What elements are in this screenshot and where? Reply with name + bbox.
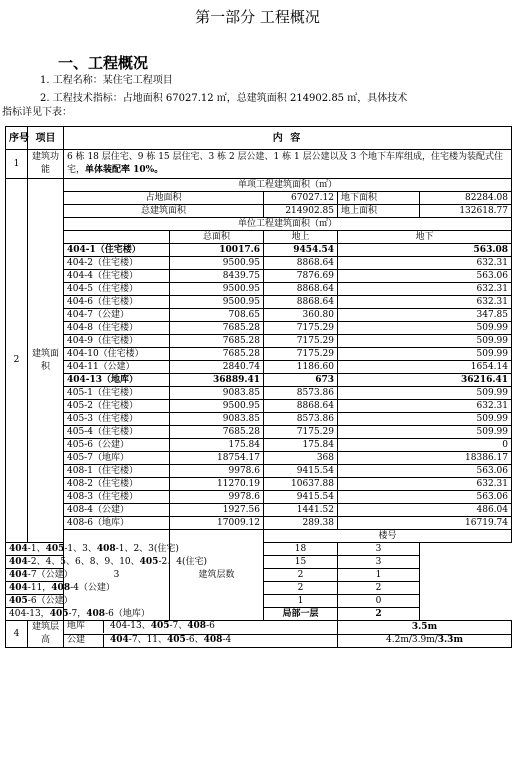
bldg-number-part: 405 <box>49 608 69 619</box>
unit-below-area: 632.31 <box>338 257 512 270</box>
unit-row <box>6 400 512 413</box>
floor-height-value <box>338 634 512 648</box>
bldg-number-part: -6（地库） <box>105 608 150 619</box>
unit-total-area: 9978.6 <box>170 491 264 504</box>
unit-below-area: 36216.41 <box>338 374 512 387</box>
project-name-line: 1. 工程名称：某住宅工程项目 <box>40 75 173 86</box>
unit-row <box>6 387 512 400</box>
unit-total-area: 9978.6 <box>170 465 264 478</box>
unit-name: 404-13（地库） <box>64 374 170 387</box>
unit-above-area: 8868.64 <box>264 283 338 296</box>
bldg-number-part: -1、3、 <box>64 543 97 554</box>
unit-total-area: 9500.95 <box>170 257 264 270</box>
unit-total-area: 708.65 <box>170 309 264 322</box>
summary-value: 67027.12 <box>264 192 338 205</box>
unit-total-area: 9500.95 <box>170 400 264 413</box>
unit-above-area: 7175.29 <box>264 426 338 439</box>
summary-value: 82284.08 <box>420 192 512 205</box>
bldg-number-part: 404 <box>9 543 28 554</box>
unit-above-area: 7876.69 <box>264 270 338 283</box>
unit-name: 404-6（住宅楼） <box>64 296 170 309</box>
unit-below-area: 1654.14 <box>338 361 512 374</box>
unit-below-area: 632.31 <box>338 478 512 491</box>
floors-header-row <box>6 530 512 543</box>
unit-name: 408-3（住宅楼） <box>64 491 170 504</box>
unit-above-area: 8868.64 <box>264 257 338 270</box>
unit-total-area: 2840.74 <box>170 361 264 374</box>
unit-below-area: 509.99 <box>338 426 512 439</box>
bldg-number-part: 404 <box>9 582 28 593</box>
bldg-number-part: -7， <box>68 608 87 619</box>
bldg-numbers <box>6 543 179 556</box>
below-floors: 2 <box>338 608 420 621</box>
unit-name: 405-6（公建） <box>64 439 170 452</box>
unit-above-area: 175.84 <box>264 439 338 452</box>
unit-above-area: 8573.86 <box>264 387 338 400</box>
row-no: 3 <box>64 530 170 621</box>
row-item: 建筑功能 <box>28 150 64 179</box>
height-buildings-cell <box>64 634 338 648</box>
unit-above-area: 9415.54 <box>264 465 338 478</box>
unit-name: 408-1（住宅楼） <box>64 465 170 478</box>
unit-above-area: 10637.88 <box>264 478 338 491</box>
floor-height-value <box>338 621 512 635</box>
row-item: 建筑层高 <box>28 621 64 648</box>
bldg-number-part: 404 <box>9 556 28 567</box>
unit-below-area: 16719.74 <box>338 517 512 530</box>
unit-total-area: 7685.28 <box>170 348 264 361</box>
summary-label: 地下面积 <box>338 192 420 205</box>
unit-total-area: 11270.19 <box>170 478 264 491</box>
bldg-number-part: 408 <box>51 582 71 593</box>
unit-row <box>6 504 512 517</box>
unit-row <box>6 270 512 283</box>
above-floors: 1 <box>264 595 338 608</box>
tech-indicator-line-cont: 指标详见下表： <box>2 107 72 118</box>
unit-row <box>6 478 512 491</box>
unit-name: 408-4（公建） <box>64 504 170 517</box>
bldg-number-part: -6、 <box>185 634 204 645</box>
bldg-numbers <box>6 595 170 608</box>
unit-area-header-row <box>6 218 512 231</box>
unit-above-area: 7175.29 <box>264 335 338 348</box>
total-col-header: 总面积 <box>170 231 264 244</box>
unit-below-area: 509.99 <box>338 413 512 426</box>
bldg-number-part: 405 <box>45 543 65 554</box>
unit-total-area: 8439.75 <box>170 270 264 283</box>
unit-name: 404-7（公建） <box>64 309 170 322</box>
bldg-number-part: -11， <box>27 582 52 593</box>
function-desc: 6 栋 18 层住宅、9 栋 15 层住宅、3 栋 2 层公建、1 栋 1 层公建以及 3 个地下车库组成，住宅楼为装配式住宅， <box>67 152 504 175</box>
unit-name: 404-2（住宅楼） <box>64 257 170 270</box>
unit-row <box>6 244 512 257</box>
unit-below-area: 563.06 <box>338 270 512 283</box>
height-row <box>6 634 512 648</box>
unit-below-area: 509.99 <box>338 335 512 348</box>
unit-above-area: 368 <box>264 452 338 465</box>
unit-above-area: 7175.29 <box>264 348 338 361</box>
bldg-number-part: -7、11、 <box>128 634 168 645</box>
unit-above-area: 360.80 <box>264 309 338 322</box>
bldg-numbers <box>6 608 170 621</box>
above-floors: 2 <box>264 569 338 582</box>
bldg-number-part: -2、4(住宅) <box>158 556 207 567</box>
summary-label: 地上面积 <box>338 205 420 218</box>
unit-name-col-header <box>64 231 170 244</box>
row-no: 2 <box>6 179 28 543</box>
bldg-numbers <box>6 556 207 569</box>
row-item: 建筑面积 <box>28 179 64 543</box>
row-no: 4 <box>6 621 28 648</box>
unit-total-area: 9500.95 <box>170 283 264 296</box>
bldg-number-part: -13， <box>26 608 50 619</box>
section-title: 一、工程概况 <box>58 54 149 72</box>
unit-total-area: 7685.28 <box>170 335 264 348</box>
unit-name: 405-2（住宅楼） <box>64 400 170 413</box>
unit-below-area: 563.08 <box>338 244 512 257</box>
bldg-col-header: 楼号 <box>264 530 512 543</box>
table-header-row <box>6 127 512 150</box>
bldg-number-part: 405 <box>167 634 186 645</box>
unit-name: 404-8（住宅楼） <box>64 322 170 335</box>
above-floors: 局部一层 <box>264 608 338 621</box>
unit-name: 404-10（住宅楼） <box>64 348 170 361</box>
unit-row <box>6 257 512 270</box>
bldg-number-part: -2、4、5、6、8、9、10、 <box>27 556 140 567</box>
unit-row <box>6 413 512 426</box>
row-function <box>6 150 512 179</box>
floor-height: 4.2m/3.9m/ <box>386 635 438 646</box>
unit-total-area: 7685.28 <box>170 322 264 335</box>
unit-above-area: 8868.64 <box>264 400 338 413</box>
unit-above-area: 1186.60 <box>264 361 338 374</box>
unit-name: 404-4（住宅楼） <box>64 270 170 283</box>
bldg-number-part: 405 <box>9 595 28 606</box>
above-floors: 18 <box>264 543 338 556</box>
unit-total-area: 9500.95 <box>170 296 264 309</box>
area-summary-row <box>6 192 512 205</box>
unit-name: 408-2（住宅楼） <box>64 478 170 491</box>
unit-row <box>6 517 512 530</box>
unit-total-area: 175.84 <box>170 439 264 452</box>
below-floors: 3 <box>338 556 420 569</box>
bldg-number-part: -4 <box>222 634 232 645</box>
unit-below-area: 563.06 <box>338 491 512 504</box>
bldg-number-part: 408 <box>187 621 207 632</box>
unit-below-area: 509.99 <box>338 322 512 335</box>
unit-below-area: 509.99 <box>338 387 512 400</box>
unit-name: 408-6（地库） <box>64 517 170 530</box>
unit-row <box>6 309 512 322</box>
unit-above-area: 1441.52 <box>264 504 338 517</box>
bldg-number-part: 404 <box>110 621 128 632</box>
unit-row <box>6 452 512 465</box>
unit-row <box>6 283 512 296</box>
unit-below-area: 563.06 <box>338 465 512 478</box>
row-no: 1 <box>6 150 28 179</box>
unit-below-area: 509.99 <box>338 348 512 361</box>
unit-row <box>6 374 512 387</box>
bldg-number-part: -6 <box>206 621 215 632</box>
height-row <box>6 621 512 635</box>
summary-value: 214902.85 <box>264 205 338 218</box>
below-floors: 2 <box>338 582 420 595</box>
unit-total-area: 9083.85 <box>170 387 264 400</box>
header-content: 内 容 <box>64 127 512 150</box>
unit-name: 404-9（住宅楼） <box>64 335 170 348</box>
building-kind: 地库 <box>64 621 104 633</box>
unit-name: 405-1（住宅楼） <box>64 387 170 400</box>
bldg-number-part: 404 <box>9 608 27 619</box>
unit-below-area: 486.04 <box>338 504 512 517</box>
below-col-header: 地下 <box>338 231 512 244</box>
summary-label: 总建筑面积 <box>64 205 264 218</box>
floor-height-bold: 3.3m <box>437 635 463 646</box>
unit-name: 405-7（地库） <box>64 452 170 465</box>
unit-above-area: 673 <box>264 374 338 387</box>
bldg-number-part: 405 <box>150 621 170 632</box>
height-buildings-wrap <box>64 635 337 647</box>
unit-total-area: 36889.41 <box>170 374 264 387</box>
unit-name: 404-1（住宅楼） <box>64 244 170 257</box>
unit-total-area: 10017.6 <box>170 244 264 257</box>
unit-row <box>6 491 512 504</box>
bldg-number-part: 405 <box>139 556 159 567</box>
single-area-header: 单项工程建筑面积（㎡） <box>64 179 512 192</box>
unit-above-area: 9415.54 <box>264 491 338 504</box>
unit-total-area: 17009.12 <box>170 517 264 530</box>
row-item: 建筑层数 <box>170 530 264 621</box>
unit-below-area: 632.31 <box>338 400 512 413</box>
above-floors: 15 <box>264 556 338 569</box>
bldg-numbers <box>6 582 170 595</box>
unit-name: 405-4（住宅楼） <box>64 426 170 439</box>
bldg-number-part: -13、 <box>127 621 151 632</box>
unit-name: 405-3（住宅楼） <box>64 413 170 426</box>
unit-name: 404-11（公建） <box>64 361 170 374</box>
floor-height: 3.5m <box>411 621 438 632</box>
unit-above-area: 289.38 <box>264 517 338 530</box>
below-floors: 1 <box>338 569 420 582</box>
building-kind: 公建 <box>64 635 104 647</box>
unit-row <box>6 439 512 452</box>
unit-area-header: 单位工程建筑面积（㎡） <box>64 218 512 231</box>
unit-row <box>6 335 512 348</box>
bldg-number-part: -7、 <box>169 621 188 632</box>
bldg-number-part: -7（公建） <box>27 569 73 580</box>
unit-name: 404-5（住宅楼） <box>64 283 170 296</box>
unit-below-area: 632.31 <box>338 283 512 296</box>
unit-above-area: 9454.54 <box>264 244 338 257</box>
bldg-numbers <box>104 635 231 647</box>
unit-col-header-row <box>6 231 512 244</box>
bldg-number-part: 408 <box>86 608 106 619</box>
unit-row <box>6 465 512 478</box>
unit-above-area: 8868.64 <box>264 296 338 309</box>
unit-above-area: 8573.86 <box>264 413 338 426</box>
unit-total-area: 1927.56 <box>170 504 264 517</box>
summary-label: 占地面积 <box>64 192 264 205</box>
unit-row <box>6 348 512 361</box>
unit-total-area: 9083.85 <box>170 413 264 426</box>
unit-below-area: 0 <box>338 439 512 452</box>
unit-row <box>6 296 512 309</box>
unit-row <box>6 426 512 439</box>
unit-row <box>6 322 512 335</box>
bldg-number-part: -1、2、3(住宅) <box>115 543 179 554</box>
bldg-numbers <box>6 569 170 582</box>
height-buildings-cell <box>64 621 338 635</box>
unit-below-area: 347.85 <box>338 309 512 322</box>
unit-below-area: 632.31 <box>338 296 512 309</box>
bldg-number-part: -1、 <box>27 543 46 554</box>
unit-below-area: 18386.17 <box>338 452 512 465</box>
above-floors: 2 <box>264 582 338 595</box>
bldg-number-part: -6（公建） <box>27 595 73 606</box>
unit-total-area: 18754.17 <box>170 452 264 465</box>
bldg-number-part: 404 <box>110 634 129 645</box>
unit-above-area: 7175.29 <box>264 322 338 335</box>
header-no: 序号 <box>6 127 28 150</box>
above-col-header: 地上 <box>264 231 338 244</box>
bldg-number-part: 408 <box>203 634 223 645</box>
below-floors: 3 <box>338 543 420 556</box>
summary-value: 132618.77 <box>420 205 512 218</box>
bldg-number-part: 404 <box>9 569 28 580</box>
assembly-rate: 单体装配率 10%。 <box>85 165 164 175</box>
part-title: 第一部分 工程概况 <box>195 8 320 26</box>
header-item: 项目 <box>28 127 64 150</box>
below-floors: 0 <box>338 595 420 608</box>
function-text <box>64 150 512 179</box>
height-buildings-wrap <box>64 621 337 633</box>
bldg-number-part: -4（公建） <box>70 582 115 593</box>
project-overview-table <box>5 126 512 648</box>
unit-total-area: 7685.28 <box>170 426 264 439</box>
bldg-numbers <box>104 621 215 633</box>
area-summary-row <box>6 205 512 218</box>
area-single-header-row <box>6 179 512 192</box>
unit-row <box>6 361 512 374</box>
bldg-number-part: 408 <box>96 543 116 554</box>
tech-indicator-line: 2. 工程技术指标：占地面积 67027.12 ㎡，总建筑面积 214902.85 ㎡，具体技术 <box>40 93 408 104</box>
